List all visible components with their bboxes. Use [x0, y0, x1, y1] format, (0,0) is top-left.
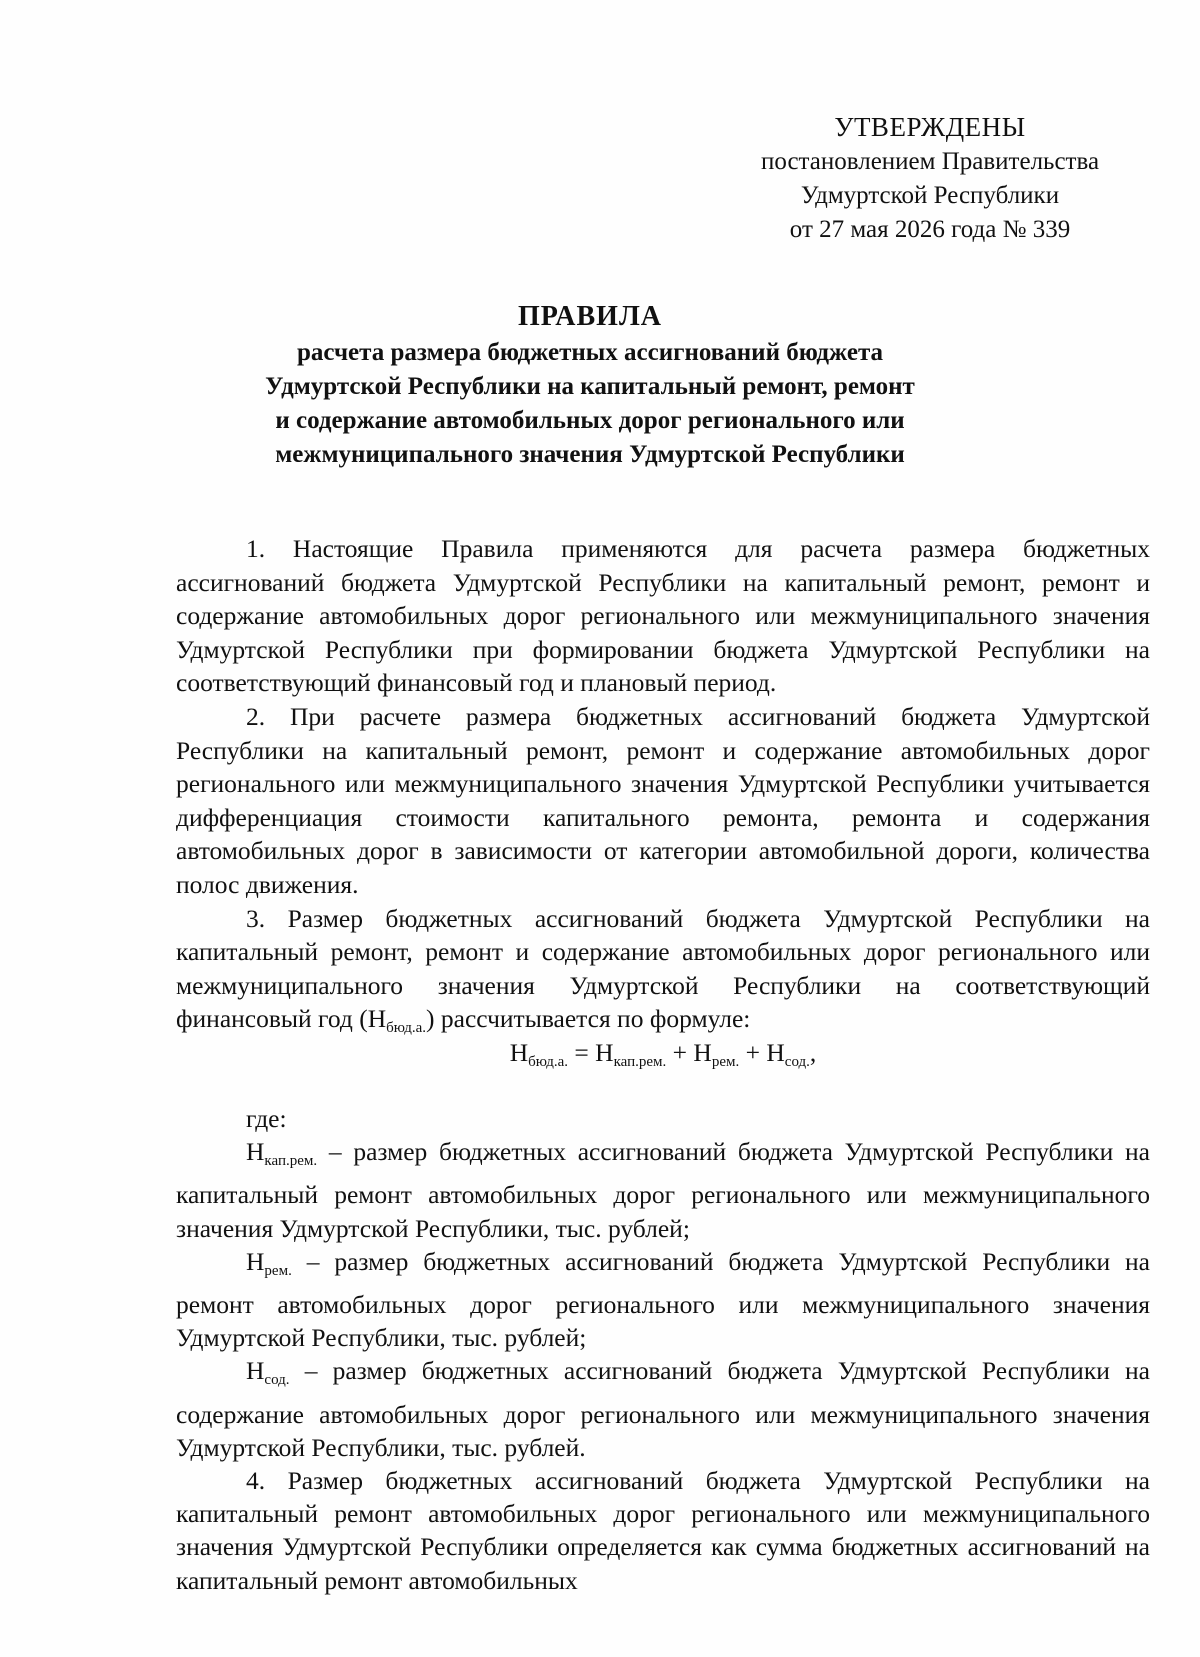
formula-h-sod: Н	[766, 1038, 785, 1067]
paragraph-1: 1. Настоящие Правила применяются для расчета размера бюджетных ассигнований бюджета Удмуртской Республики на капитальный ремонт, ремонт и содержание автомобильных дорог регионального или межмуниципального значения Удмуртской Республики при формировании бюджета Удмуртской Республики на соответствующий финансовый год и плановый период.	[176, 534, 1150, 698]
formula-h-total: Н	[509, 1038, 529, 1067]
definitions-where: где:	[246, 1104, 287, 1133]
title-line-2: Удмуртской Республики на капитальный ремонт, ремонт	[265, 373, 915, 400]
formula-sub-cap: кап.рем.	[613, 1054, 667, 1070]
formula-sub-sod: сод.	[784, 1054, 810, 1070]
definition-cap-rem-subscript: кап.рем.	[264, 1153, 318, 1170]
definition-cap-rem-symbol: Н	[246, 1137, 265, 1167]
definitions	[176, 1102, 1150, 1597]
approval-heading: УТВЕРЖДЕНЫ	[834, 112, 1026, 142]
title-line-4: межмуниципального значения Удмуртской Республики	[275, 441, 905, 468]
definition-rem	[176, 1245, 1150, 1355]
formula-h-cap: Н	[595, 1038, 614, 1067]
formula	[176, 1036, 1150, 1079]
formula-h-rem: Н	[693, 1038, 712, 1067]
approval-line-1: постановлением Правительства	[760, 148, 1100, 175]
document-title	[150, 300, 1030, 472]
definition-sod-subscript: сод.	[264, 1372, 290, 1389]
document-body	[176, 532, 1150, 1046]
definition-rem-subscript: рем.	[264, 1262, 292, 1279]
definition-sod-text: – размер бюджетных ассигнований бюджета Удмуртской Республики на содержание автомобильных дорог регионального или межмуниципального значения Удмуртской Республики, тыс. рублей.	[176, 1356, 1150, 1462]
formula-sub-rem: рем.	[711, 1054, 740, 1070]
formula-sub-total: бюд.а.	[528, 1054, 568, 1070]
paragraph-3-tail: ) рассчитывается по формуле:	[426, 1004, 751, 1034]
paragraph-3-subscript: бюд.а.	[386, 1020, 427, 1037]
definition-cap-rem	[176, 1135, 1150, 1245]
definition-rem-text: – размер бюджетных ассигнований бюджета Удмуртской Республики на ремонт автомобильных дорог регионального или межмуниципального значения Удмуртской Республики, тыс. рублей;	[176, 1246, 1150, 1353]
paragraph-3	[176, 902, 1150, 1046]
paragraph-2: 2. При расчете размера бюджетных ассигнований бюджета Удмуртской Республики на капитальный ремонт, ремонт и содержание автомобильных дорог регионального или межмуниципального значения Удмуртской Республики учитывается дифференциация стоимости капитального ремонта, ремонта и содержания автомобильных дорог в зависимости от категории автомобильной дороги, количества полос движения.	[176, 701, 1150, 899]
paragraph-4: 4. Размер бюджетных ассигнований бюджета Удмуртской Республики на капитальный ремонт автомобильных дорог регионального или межмуниципального значения Удмуртской Республики определяется как сумма бюджетных ассигнований на капитальный ремонт автомобильных	[176, 1466, 1150, 1595]
approval-stamp	[700, 110, 1160, 247]
title-line-1: расчета размера бюджетных ассигнований бюджета	[296, 339, 884, 366]
formula-plus-1: +	[666, 1038, 694, 1067]
definition-cap-rem-text: – размер бюджетных ассигнований бюджета Удмуртской Республики на капитальный ремонт автомобильных дорог регионального или межмуниципального значения Удмуртской Республики, тыс. рублей;	[176, 1137, 1150, 1243]
definition-sod	[176, 1354, 1150, 1464]
title-line-3: и содержание автомобильных дорог регионального или	[275, 407, 905, 434]
approval-line-2: Удмуртской Республики	[800, 182, 1060, 209]
formula-end: ,	[809, 1038, 817, 1067]
definition-sod-symbol: Н	[246, 1356, 265, 1386]
title-main: ПРАВИЛА	[517, 301, 663, 332]
paragraph-3-text: 3. Размер бюджетных ассигнований бюджета Удмуртской Республики на капитальный ремонт, ремонт и содержание автомобильных дорог регионального или межмуниципального значения Удмуртской Республики на соответствующий финансовый год (Н	[176, 903, 1150, 1034]
formula-plus-2: +	[739, 1038, 767, 1067]
formula-equals: =	[568, 1038, 596, 1067]
definition-rem-symbol: Н	[246, 1246, 265, 1276]
approval-line-3: от 27 мая 2026 года № 339	[789, 216, 1071, 243]
